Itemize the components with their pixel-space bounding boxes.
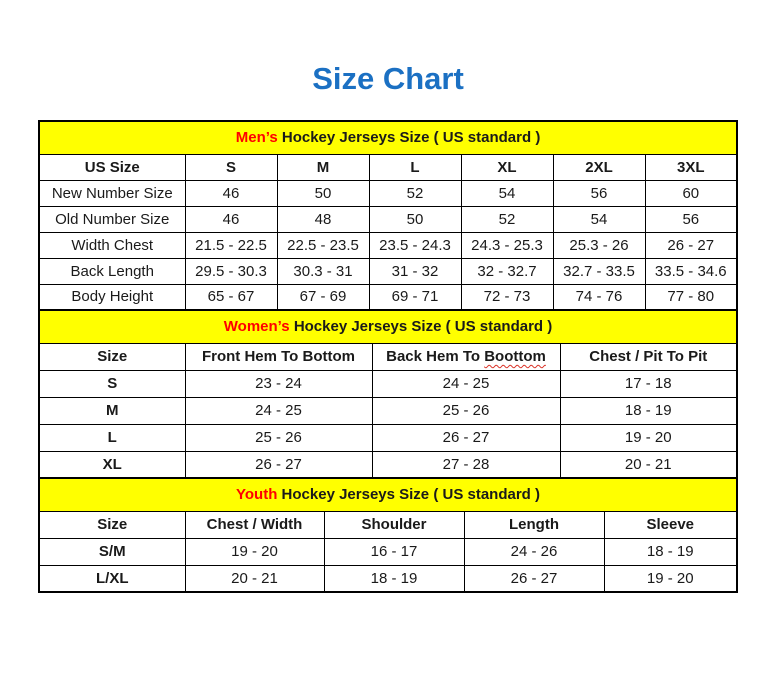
- youth-title-rest: Hockey Jerseys Size ( US standard ): [281, 486, 540, 504]
- row-label-cell: Old Number Size: [39, 206, 185, 232]
- column-header-cell: Front Hem To Bottom: [185, 343, 372, 370]
- size-chart-tables: [38, 120, 736, 593]
- table-cell: 23.5 - 24.3: [369, 232, 461, 258]
- table-cell: 25 - 26: [185, 424, 372, 451]
- table-cell: 18 - 19: [324, 565, 464, 592]
- table-cell: 46: [185, 206, 277, 232]
- womens-highlight-label: Women’s: [223, 318, 290, 336]
- table-cell: 19 - 20: [560, 424, 737, 451]
- youth-size-table: [38, 477, 738, 593]
- table-row: [39, 397, 737, 424]
- table-row: [39, 565, 737, 592]
- table-row: [39, 538, 737, 565]
- table-cell: 18 - 19: [560, 397, 737, 424]
- column-header-cell: 2XL: [553, 154, 645, 180]
- table-cell: 24 - 26: [464, 538, 604, 565]
- table-row: [39, 451, 737, 478]
- table-cell: 24 - 25: [185, 397, 372, 424]
- mens-highlight-label: Men’s: [235, 129, 278, 147]
- table-cell: 29.5 - 30.3: [185, 258, 277, 284]
- table-cell: 23 - 24: [185, 370, 372, 397]
- table-cell: 24 - 25: [372, 370, 560, 397]
- row-label-cell: S/M: [39, 538, 185, 565]
- column-header-text: Back Hem To: [386, 348, 481, 366]
- table-cell: 18 - 19: [604, 538, 737, 565]
- column-header-cell: Size: [39, 343, 185, 370]
- row-label-cell: L/XL: [39, 565, 185, 592]
- youth-band-row: [39, 478, 737, 511]
- table-cell: 74 - 76: [553, 284, 645, 310]
- table-row: [39, 180, 737, 206]
- table-cell: 19 - 20: [604, 565, 737, 592]
- column-header-cell: Chest / Pit To Pit: [560, 343, 737, 370]
- row-label-cell: Back Length: [39, 258, 185, 284]
- column-header-cell: S: [185, 154, 277, 180]
- row-label-cell: L: [39, 424, 185, 451]
- table-cell: 27 - 28: [372, 451, 560, 478]
- row-label-cell: XL: [39, 451, 185, 478]
- table-cell: 26 - 27: [464, 565, 604, 592]
- womens-title-rest: Hockey Jerseys Size ( US standard ): [293, 318, 553, 336]
- table-cell: 56: [645, 206, 737, 232]
- column-header-cell: Chest / Width: [185, 511, 324, 538]
- youth-column-header-row: [39, 511, 737, 538]
- column-header-cell: M: [277, 154, 369, 180]
- table-cell: 25 - 26: [372, 397, 560, 424]
- mens-size-table: [38, 120, 738, 311]
- table-cell: 26 - 27: [185, 451, 372, 478]
- table-cell: 60: [645, 180, 737, 206]
- table-cell: 52: [461, 206, 553, 232]
- table-cell: 26 - 27: [645, 232, 737, 258]
- table-cell: 50: [369, 206, 461, 232]
- table-cell: 30.3 - 31: [277, 258, 369, 284]
- table-cell: 67 - 69: [277, 284, 369, 310]
- table-row: [39, 232, 737, 258]
- womens-band-row: [39, 310, 737, 343]
- table-cell: 26 - 27: [372, 424, 560, 451]
- column-header-cell: XL: [461, 154, 553, 180]
- column-header-cell: 3XL: [645, 154, 737, 180]
- row-label-cell: New Number Size: [39, 180, 185, 206]
- table-cell: 32.7 - 33.5: [553, 258, 645, 284]
- row-label-cell: M: [39, 397, 185, 424]
- table-cell: 72 - 73: [461, 284, 553, 310]
- table-cell: 32 - 32.7: [461, 258, 553, 284]
- table-cell: 54: [461, 180, 553, 206]
- table-cell: 20 - 21: [560, 451, 737, 478]
- table-cell: 16 - 17: [324, 538, 464, 565]
- youth-table-title: [39, 478, 737, 511]
- table-row: [39, 284, 737, 310]
- table-cell: 69 - 71: [369, 284, 461, 310]
- column-header-cell: US Size: [39, 154, 185, 180]
- table-cell: 17 - 18: [560, 370, 737, 397]
- table-cell: 52: [369, 180, 461, 206]
- column-header-cell: [372, 343, 560, 370]
- table-cell: 54: [553, 206, 645, 232]
- page-title: Size Chart: [312, 61, 464, 96]
- row-label-cell: S: [39, 370, 185, 397]
- mens-table-title: [39, 121, 737, 154]
- womens-size-table: [38, 309, 738, 479]
- table-cell: 20 - 21: [185, 565, 324, 592]
- row-label-cell: Width Chest: [39, 232, 185, 258]
- table-cell: 21.5 - 22.5: [185, 232, 277, 258]
- table-cell: 31 - 32: [369, 258, 461, 284]
- column-header-cell: Shoulder: [324, 511, 464, 538]
- table-cell: 46: [185, 180, 277, 206]
- table-row: [39, 424, 737, 451]
- mens-band-row: [39, 121, 737, 154]
- table-cell: 33.5 - 34.6: [645, 258, 737, 284]
- table-cell: 25.3 - 26: [553, 232, 645, 258]
- womens-table-title: [39, 310, 737, 343]
- table-cell: 22.5 - 23.5: [277, 232, 369, 258]
- womens-column-header-row: [39, 343, 737, 370]
- mens-column-header-row: [39, 154, 737, 180]
- column-header-cell: Sleeve: [604, 511, 737, 538]
- row-label-cell: Body Height: [39, 284, 185, 310]
- table-cell: 48: [277, 206, 369, 232]
- column-header-cell: Length: [464, 511, 604, 538]
- table-row: [39, 370, 737, 397]
- table-cell: 19 - 20: [185, 538, 324, 565]
- table-cell: 50: [277, 180, 369, 206]
- table-cell: 56: [553, 180, 645, 206]
- table-cell: 77 - 80: [645, 284, 737, 310]
- table-row: [39, 258, 737, 284]
- youth-highlight-label: Youth: [236, 486, 278, 504]
- table-cell: 65 - 67: [185, 284, 277, 310]
- column-header-cell: L: [369, 154, 461, 180]
- table-row: [39, 206, 737, 232]
- misspelled-word: Boottom: [484, 348, 546, 366]
- table-cell: 24.3 - 25.3: [461, 232, 553, 258]
- column-header-cell: Size: [39, 511, 185, 538]
- mens-title-rest: Hockey Jerseys Size ( US standard ): [281, 129, 541, 147]
